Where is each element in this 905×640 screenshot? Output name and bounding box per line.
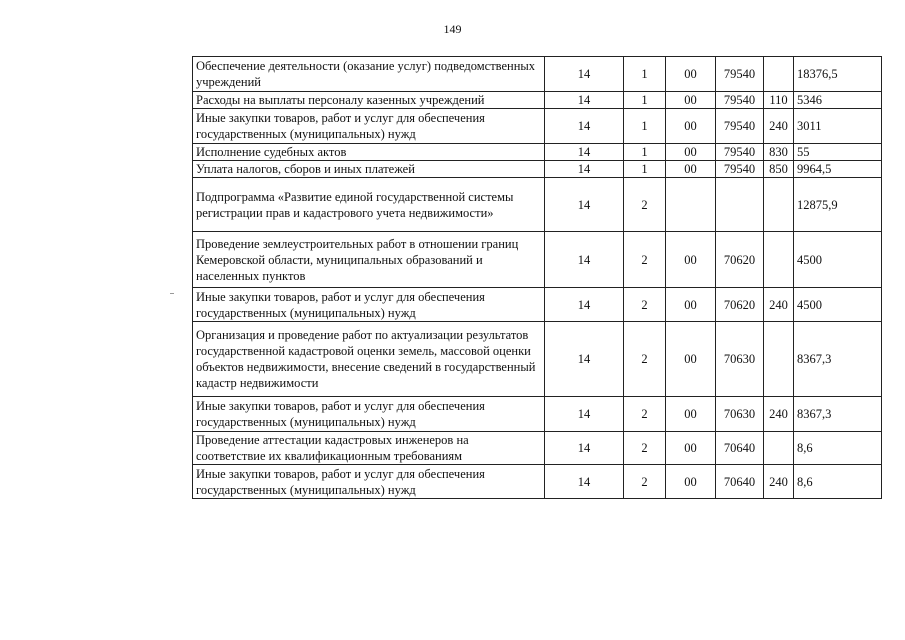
- row-subsection-cell: 2: [624, 322, 666, 397]
- row-amount-cell: 8367,3: [794, 397, 882, 432]
- row-name-cell: Исполнение судебных актов: [193, 144, 545, 161]
- row-section-cell: 14: [545, 432, 624, 465]
- row-article-cell: [716, 178, 764, 232]
- row-article-cell: 79540: [716, 144, 764, 161]
- row-section-cell: 14: [545, 92, 624, 109]
- row-subsection-cell: 2: [624, 178, 666, 232]
- table-row: [193, 57, 882, 92]
- table-row: [193, 397, 882, 432]
- table-row: [193, 465, 882, 499]
- table-row: [193, 432, 882, 465]
- row-article-cell: 70620: [716, 288, 764, 322]
- row-subsection-cell: 2: [624, 288, 666, 322]
- table-row: [193, 109, 882, 144]
- row-expense-type-cell: [764, 178, 794, 232]
- row-subsection-cell: 2: [624, 465, 666, 499]
- row-article-cell: 70640: [716, 432, 764, 465]
- row-program-cell: 00: [666, 288, 716, 322]
- row-section-cell: 14: [545, 465, 624, 499]
- row-name-cell: Иные закупки товаров, работ и услуг для обеспечения государственных (муниципальных) нужд: [193, 397, 545, 432]
- row-article-cell: 70620: [716, 232, 764, 288]
- table-row: [193, 232, 882, 288]
- row-program-cell: 00: [666, 109, 716, 144]
- row-amount-cell: 55: [794, 144, 882, 161]
- row-expense-type-cell: [764, 432, 794, 465]
- row-name-cell: Организация и проведение работ по актуализации результатов государственной кадастровой оценки земель, массовой оценки объектов недвижимости, внесение сведений в государственный кадастр недвижимости: [193, 322, 545, 397]
- row-article-cell: 79540: [716, 92, 764, 109]
- table-body: [193, 57, 882, 499]
- row-name-cell: Иные закупки товаров, работ и услуг для обеспечения государственных (муниципальных) нужд: [193, 465, 545, 499]
- row-amount-cell: 8,6: [794, 465, 882, 499]
- table-row: [193, 92, 882, 109]
- row-subsection-cell: 2: [624, 397, 666, 432]
- row-article-cell: 79540: [716, 57, 764, 92]
- row-amount-cell: 5346: [794, 92, 882, 109]
- row-section-cell: 14: [545, 397, 624, 432]
- table-row: [193, 161, 882, 178]
- row-program-cell: 00: [666, 57, 716, 92]
- row-article-cell: 79540: [716, 161, 764, 178]
- row-subsection-cell: 2: [624, 232, 666, 288]
- row-article-cell: 70630: [716, 397, 764, 432]
- row-amount-cell: 4500: [794, 288, 882, 322]
- row-article-cell: 70640: [716, 465, 764, 499]
- row-subsection-cell: 1: [624, 109, 666, 144]
- row-expense-type-cell: 830: [764, 144, 794, 161]
- row-article-cell: 70630: [716, 322, 764, 397]
- row-name-cell: Уплата налогов, сборов и иных платежей: [193, 161, 545, 178]
- row-program-cell: 00: [666, 397, 716, 432]
- row-name-cell: Иные закупки товаров, работ и услуг для обеспечения государственных (муниципальных) нужд: [193, 288, 545, 322]
- stray-mark: [170, 293, 174, 294]
- row-section-cell: 14: [545, 161, 624, 178]
- row-subsection-cell: 1: [624, 92, 666, 109]
- row-program-cell: 00: [666, 161, 716, 178]
- row-expense-type-cell: 240: [764, 397, 794, 432]
- row-section-cell: 14: [545, 322, 624, 397]
- row-expense-type-cell: [764, 57, 794, 92]
- row-expense-type-cell: 850: [764, 161, 794, 178]
- row-name-cell: Проведение землеустроительных работ в отношении границ Кемеровской области, муниципальных образований и населенных пунктов: [193, 232, 545, 288]
- row-section-cell: 14: [545, 57, 624, 92]
- row-program-cell: 00: [666, 322, 716, 397]
- row-amount-cell: 18376,5: [794, 57, 882, 92]
- row-subsection-cell: 1: [624, 161, 666, 178]
- row-program-cell: 00: [666, 432, 716, 465]
- row-section-cell: 14: [545, 288, 624, 322]
- row-name-cell: Расходы на выплаты персоналу казенных учреждений: [193, 92, 545, 109]
- row-amount-cell: 8367,3: [794, 322, 882, 397]
- row-amount-cell: 9964,5: [794, 161, 882, 178]
- row-amount-cell: 4500: [794, 232, 882, 288]
- table-row: [193, 322, 882, 397]
- row-program-cell: 00: [666, 232, 716, 288]
- page-number: 149: [443, 22, 462, 36]
- row-name-cell: Подпрограмма «Развитие единой государственной системы регистрации прав и кадастрового учета недвижимости»: [193, 178, 545, 232]
- row-expense-type-cell: 240: [764, 465, 794, 499]
- row-section-cell: 14: [545, 109, 624, 144]
- row-expense-type-cell: 240: [764, 288, 794, 322]
- table-row: [193, 178, 882, 232]
- row-subsection-cell: 2: [624, 432, 666, 465]
- row-program-cell: 00: [666, 465, 716, 499]
- row-name-cell: Проведение аттестации кадастровых инженеров на соответствие их квалификационным требованиям: [193, 432, 545, 465]
- table-row: [193, 144, 882, 161]
- row-program-cell: 00: [666, 144, 716, 161]
- row-amount-cell: 3011: [794, 109, 882, 144]
- row-expense-type-cell: [764, 232, 794, 288]
- row-expense-type-cell: 240: [764, 109, 794, 144]
- row-program-cell: 00: [666, 92, 716, 109]
- budget-table: [192, 56, 882, 499]
- row-article-cell: 79540: [716, 109, 764, 144]
- row-subsection-cell: 1: [624, 57, 666, 92]
- row-amount-cell: 8,6: [794, 432, 882, 465]
- row-name-cell: Обеспечение деятельности (оказание услуг) подведомственных учреждений: [193, 57, 545, 92]
- row-section-cell: 14: [545, 144, 624, 161]
- row-expense-type-cell: [764, 322, 794, 397]
- row-program-cell: [666, 178, 716, 232]
- row-expense-type-cell: 110: [764, 92, 794, 109]
- row-name-cell: Иные закупки товаров, работ и услуг для обеспечения государственных (муниципальных) нужд: [193, 109, 545, 144]
- table-row: [193, 288, 882, 322]
- row-section-cell: 14: [545, 178, 624, 232]
- row-amount-cell: 12875,9: [794, 178, 882, 232]
- row-subsection-cell: 1: [624, 144, 666, 161]
- row-section-cell: 14: [545, 232, 624, 288]
